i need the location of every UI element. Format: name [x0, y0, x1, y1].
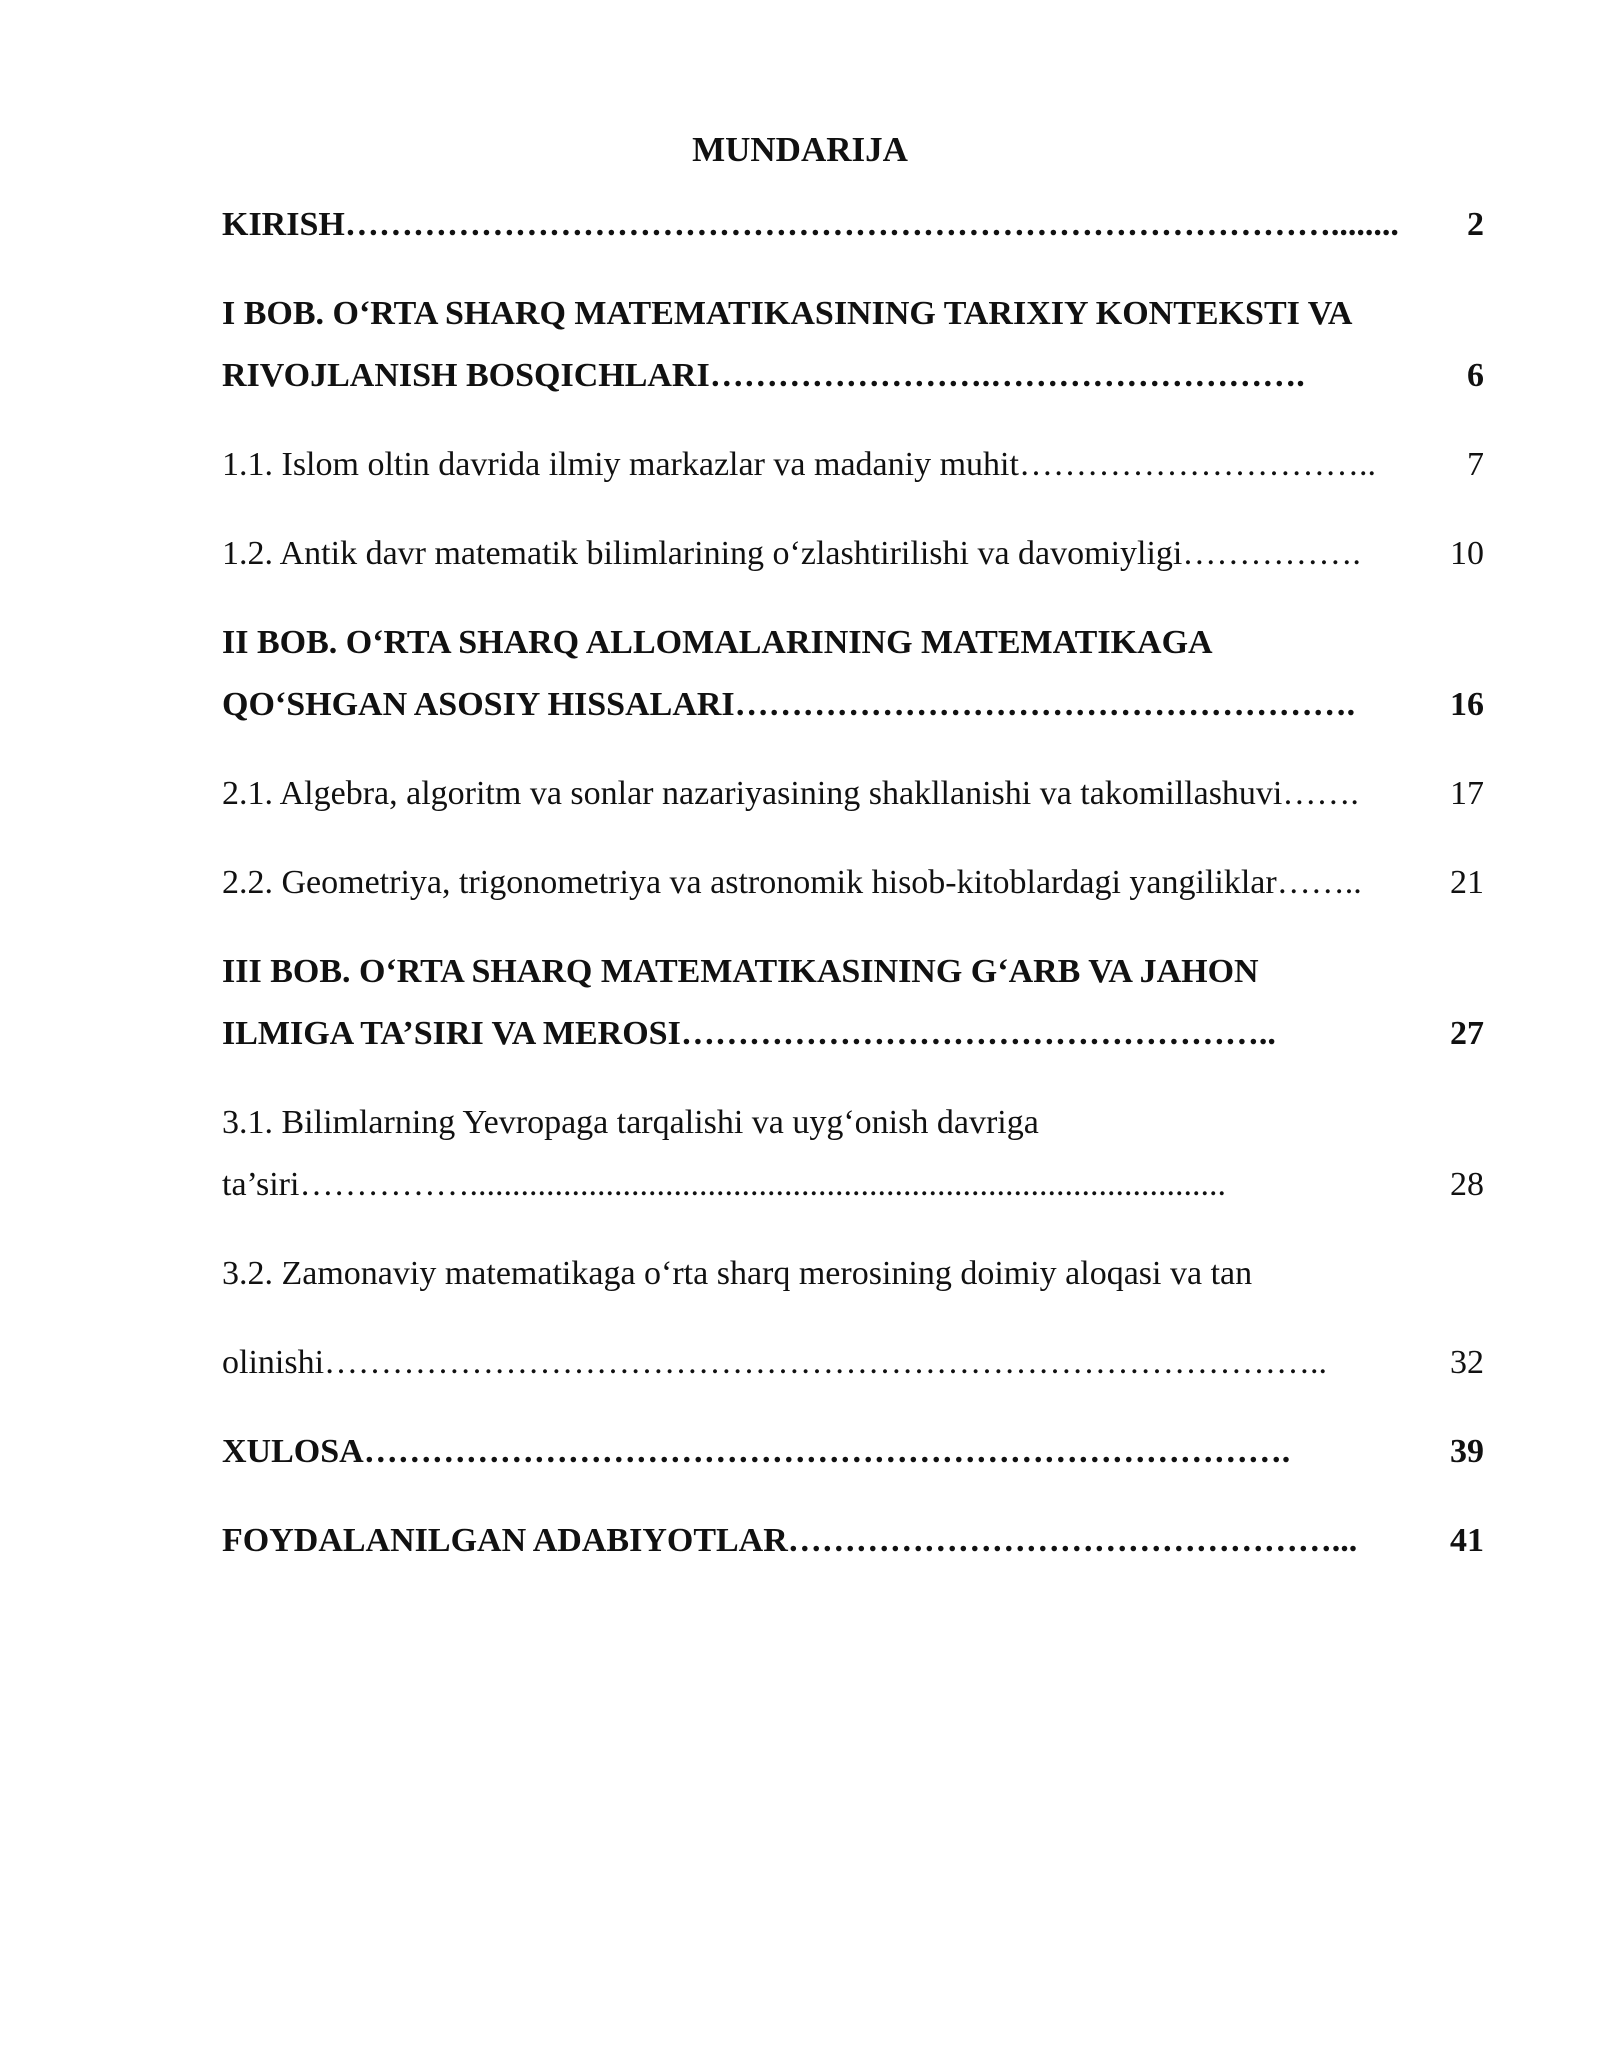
toc-entry-chapter-1-line-1: [222, 293, 1484, 335]
toc-entry-section-2-1: [222, 773, 1484, 815]
toc-dot-leader: …………………………………………...: [787, 1522, 1358, 1559]
toc-page-number: 39: [1450, 1433, 1484, 1470]
toc-entry-label: KIRISH: [222, 206, 345, 243]
toc-entry-label: olinishi: [222, 1344, 325, 1381]
toc-entry-section-3-2-line-1: [222, 1253, 1484, 1295]
toc-entry-section-3-1-line-2: [222, 1164, 1484, 1206]
toc-entry-label: 3.2. Zamonaviy matematikaga o‘rta sharq merosining doimiy aloqasi va tan: [222, 1255, 1253, 1292]
toc-entry-section-1-2: [222, 533, 1484, 575]
toc-entry-label: QO‘SHGAN ASOSIY HISSALARI: [222, 686, 735, 723]
toc-entry-section-3-1-line-1: [222, 1102, 1484, 1144]
toc-entry-label: 1.1. Islom oltin davrida ilmiy markazlar va madaniy muhit: [222, 446, 1019, 483]
toc-entry-adabiyotlar: [222, 1520, 1484, 1562]
toc-page-number: 28: [1450, 1166, 1484, 1203]
toc-entry-label: 2.2. Geometriya, trigonometriya va astronomik hisob-kitoblardagi yangiliklar: [222, 864, 1277, 901]
toc-entry-label: 3.1. Bilimlarning Yevropaga tarqalishi va uyg‘onish davriga: [222, 1104, 1039, 1141]
toc-page-number: 41: [1450, 1522, 1484, 1559]
toc-page-number: 27: [1450, 1015, 1484, 1052]
toc-entry-label: 1.2. Antik davr matematik bilimlarining o‘zlashtirilishi va davomiyligi: [222, 535, 1183, 572]
toc-entry-chapter-2-line-2: [222, 684, 1484, 726]
toc-entry-label: ta’siri: [222, 1166, 300, 1203]
toc-dot-leader: …………….........................................................................................: [299, 1166, 1226, 1203]
toc-dot-leader: ……………………………………………………………………………........: [344, 206, 1399, 243]
toc-entry-label: III BOB. O‘RTA SHARQ MATEMATIKASINING G‘ARB VA JAHON: [222, 953, 1259, 990]
toc-entry-chapter-3-line-1: [222, 951, 1484, 993]
toc-entry-label: ILMIGA TA’SIRI VA MEROSI: [222, 1015, 681, 1052]
toc-page-number: 17: [1450, 775, 1484, 812]
toc-entry-xulosa: [222, 1431, 1484, 1473]
toc-page-number: 10: [1450, 535, 1484, 572]
toc-entry-section-1-1: [222, 444, 1484, 486]
toc-page-number: 32: [1450, 1344, 1484, 1381]
toc-dot-leader: …………….: [1182, 535, 1361, 572]
toc-entry-chapter-3-line-2: [222, 1013, 1484, 1055]
toc-page-number: 21: [1450, 864, 1484, 901]
toc-page-number: 7: [1467, 446, 1484, 483]
toc-entry-label: RIVOJLANISH BOSQICHLARI: [222, 357, 710, 394]
toc-dot-leader: ……………………………………………………………………….: [363, 1433, 1291, 1470]
toc-entry-label: FOYDALANILGAN ADABIYOTLAR: [222, 1522, 788, 1559]
toc-dot-leader: …………………………..: [1018, 446, 1376, 483]
toc-dot-leader: ……..: [1276, 864, 1362, 901]
page-title: MUNDARIJA: [692, 130, 908, 169]
toc-page-number: 2: [1467, 206, 1484, 243]
toc-entry-chapter-1-line-2: [222, 355, 1484, 397]
toc-entry-section-2-2: [222, 862, 1484, 904]
toc-dot-leader: …….: [1282, 775, 1359, 812]
toc-entry-label: XULOSA: [222, 1433, 364, 1470]
toc-dot-leader: ……………………………………………………………………………..: [324, 1344, 1328, 1381]
toc-entry-label: II BOB. O‘RTA SHARQ ALLOMALARINING MATEMATIKAGA: [222, 624, 1213, 661]
toc-entry-label: I BOB. O‘RTA SHARQ MATEMATIKASINING TARIXIY KONTEKSTI VA: [222, 295, 1353, 332]
toc-dot-leader: …………………….……………………….: [709, 357, 1305, 394]
toc-dot-leader: ……………………………………………….: [734, 686, 1356, 723]
toc-page-number: 6: [1467, 357, 1484, 394]
toc-entry-chapter-2-line-1: [222, 622, 1484, 664]
toc-entry-section-3-2-line-2: [222, 1342, 1484, 1384]
toc-dot-leader: ……………………………………………..: [680, 1015, 1276, 1052]
toc-entry-kirish: [222, 204, 1484, 246]
toc-entry-label: 2.1. Algebra, algoritm va sonlar nazariyasining shakllanishi va takomillashuvi: [222, 775, 1283, 812]
toc-page-number: 16: [1450, 686, 1484, 723]
